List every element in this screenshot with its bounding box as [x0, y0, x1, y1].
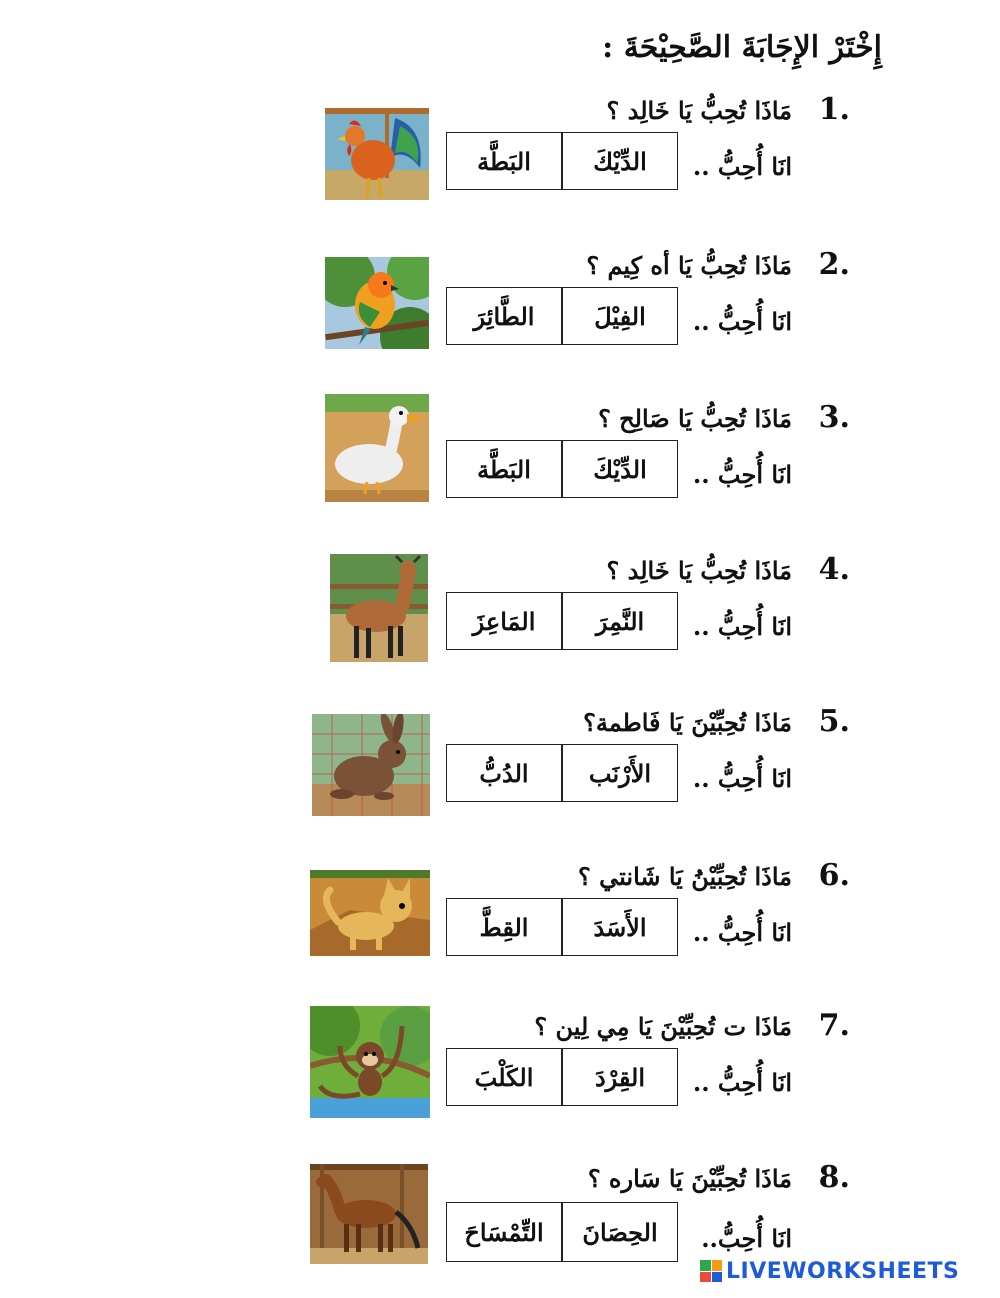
question-number: 4.	[818, 552, 850, 587]
question-block-1	[0, 92, 1000, 230]
option-b[interactable]: البَطَّة	[446, 440, 562, 498]
liveworksheets-logo	[700, 1255, 1000, 1287]
rooster-icon	[325, 108, 429, 200]
cat-icon	[310, 870, 430, 956]
horse-icon	[310, 1164, 428, 1264]
goat-icon	[330, 554, 428, 662]
question-block-5	[0, 704, 1000, 842]
option-b[interactable]: الطَّائِرَ	[446, 287, 562, 345]
question-number: 5.	[818, 704, 850, 739]
question-number: 2.	[818, 247, 850, 282]
option-b[interactable]: التِّمْسَاحَ	[446, 1202, 562, 1262]
question-number: 8.	[818, 1160, 850, 1195]
answer-prefix: انَا أُحِبُّ ..	[692, 764, 792, 793]
option-b[interactable]: القِطَّ	[446, 898, 562, 956]
rabbit-icon	[312, 714, 430, 816]
option-b[interactable]: المَاعِزَ	[446, 592, 562, 650]
option-a[interactable]: النَّمِرَ	[562, 592, 678, 650]
question-number: 3.	[818, 400, 850, 435]
bird-icon	[325, 257, 429, 349]
answer-prefix: انَا أُحِبُّ..	[701, 1224, 792, 1253]
logo-mark-icon	[700, 1260, 722, 1282]
option-a[interactable]: الأَسَدَ	[562, 898, 678, 956]
question-number: 6.	[818, 858, 850, 893]
option-a[interactable]: الأَرْنَب	[562, 744, 678, 802]
option-a[interactable]: الفِيْلَ	[562, 287, 678, 345]
option-a[interactable]: القِرْدَ	[562, 1048, 678, 1106]
question-text: مَاذَا تُحِبُّ يَا خَالِد ؟	[606, 556, 792, 585]
option-b[interactable]: البَطَّة	[446, 132, 562, 190]
duck-icon	[325, 394, 429, 502]
question-block-6	[0, 858, 1000, 996]
monkey-icon	[310, 1006, 430, 1118]
answer-prefix: انَا أُحِبُّ ..	[692, 918, 792, 947]
question-text: مَاذَا تُحِبُّ يَا صَالِح ؟	[598, 404, 792, 433]
question-text: مَاذَا تُحِبُّ يَا أه كِيم ؟	[586, 251, 792, 280]
question-text: مَاذَا تُحِبِّيْنَ يَا سَاره ؟	[587, 1164, 792, 1193]
option-a[interactable]: الدِّيْكَ	[562, 440, 678, 498]
answer-prefix: انَا أُحِبُّ ..	[692, 460, 792, 489]
option-b[interactable]: الكَلْبَ	[446, 1048, 562, 1106]
answer-prefix: انَا أُحِبُّ ..	[692, 307, 792, 336]
question-block-2	[0, 247, 1000, 385]
question-block-3	[0, 400, 1000, 538]
option-a[interactable]: الدِّيْكَ	[562, 132, 678, 190]
question-number: 7.	[818, 1008, 850, 1043]
answer-prefix: انَا أُحِبُّ ..	[692, 612, 792, 641]
worksheet-title: إِخْتَرْ الإِجَابَةَ الصَّحِيْحَةَ :	[602, 30, 882, 65]
question-text: مَاذَا تُحِبُّ يَا خَالِد ؟	[606, 96, 792, 125]
question-block-7	[0, 1008, 1000, 1146]
question-text: مَاذَا ت تُحِبِّيْنَ يَا مِي لِين ؟	[534, 1012, 792, 1041]
answer-prefix: انَا أُحِبُّ ..	[692, 1068, 792, 1097]
question-text: مَاذَا تُحِبِّيْنَ يَا فَاطمة؟	[583, 708, 792, 737]
option-a[interactable]: الحِصَانَ	[562, 1202, 678, 1262]
question-number: 1.	[818, 92, 850, 127]
question-block-4	[0, 552, 1000, 690]
logo-text: LIVEWORKSHEETS	[726, 1258, 960, 1284]
option-b[interactable]: الدُبُّ	[446, 744, 562, 802]
question-text: مَاذَا تُحِبِّيْنَُ يَا شَانتي ؟	[578, 862, 792, 891]
answer-prefix: انَا أُحِبُّ ..	[692, 152, 792, 181]
